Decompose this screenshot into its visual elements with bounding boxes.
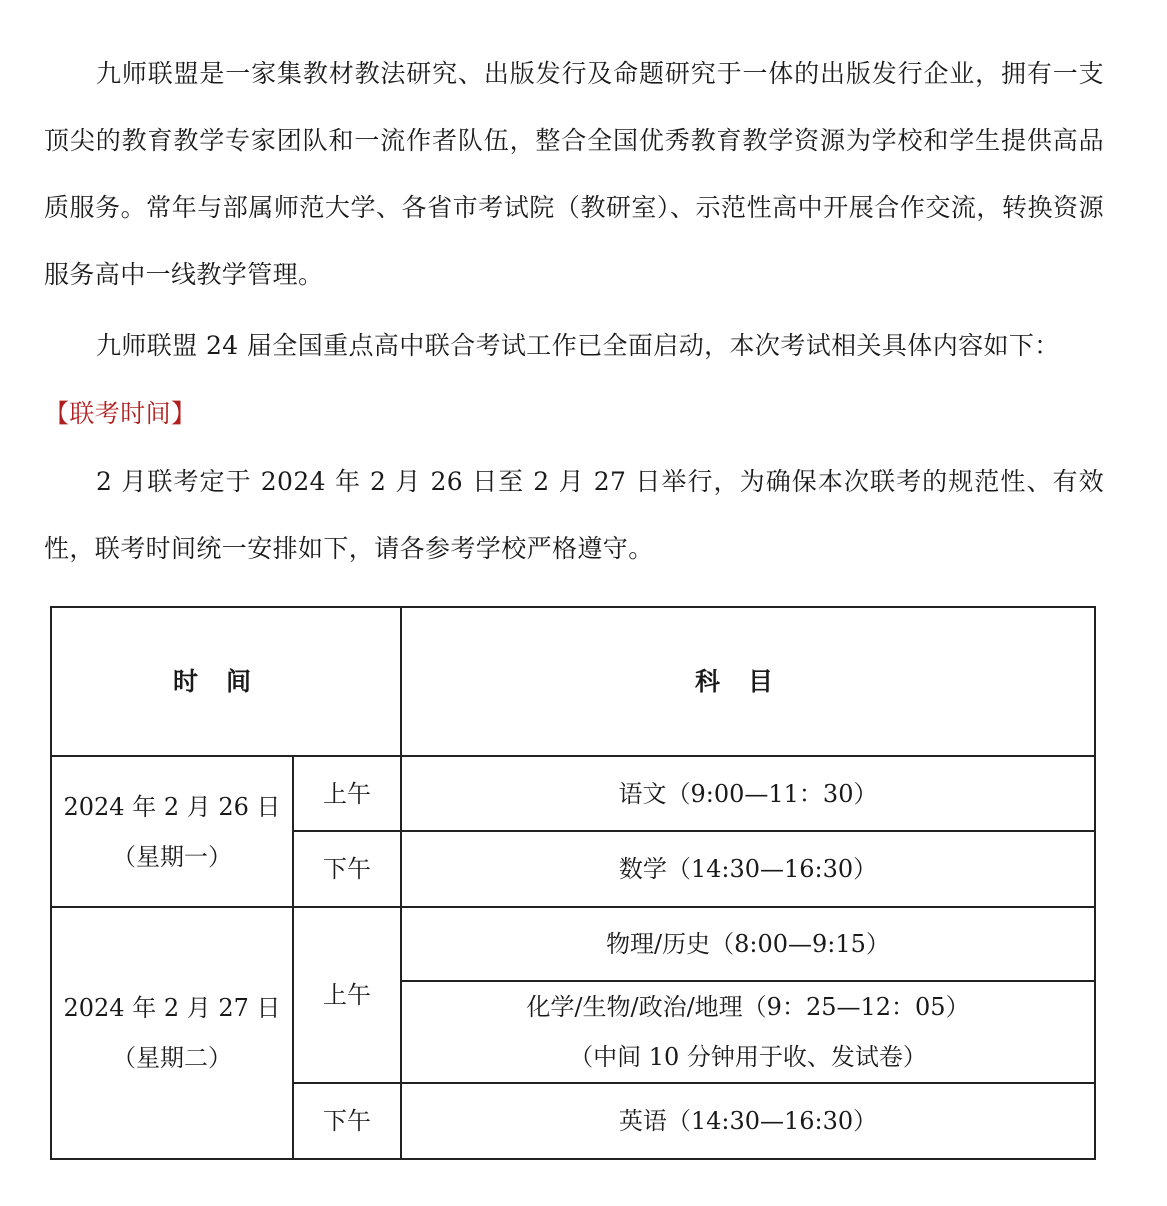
day1-pm-label: 下午 — [323, 855, 371, 883]
day1-am-subject: 语文（9:00—11：30） — [618, 779, 878, 808]
day2-date-cell — [52, 908, 292, 1158]
section-title: 【联考时间】 — [44, 399, 197, 428]
day2-weekday: （星期二） — [112, 1044, 232, 1072]
day2-pm-subject: 英语（14:30—16:30） — [618, 1107, 878, 1135]
header-subject: 科目 — [694, 666, 801, 696]
exam-schedule-table — [50, 606, 1096, 1160]
day1-weekday: （星期一） — [112, 842, 232, 871]
table-border-right — [1094, 606, 1096, 1160]
day1-pm-subject: 数学（14:30—16:30） — [618, 855, 878, 883]
day2-am-subject-2: 化学/生物/政治/地理（9：25—12：05） — [526, 993, 970, 1021]
intro-paragraph-2: 九师联盟 24 届全国重点高中联合考试工作已全面启动，本次考试相关具体内容如下： — [96, 331, 1060, 360]
day2-date: 2024 年 2 月 27 日 — [63, 994, 281, 1022]
day1-date-cell — [52, 757, 292, 906]
table-border-bottom — [50, 1158, 1096, 1160]
day2-pm-label: 下午 — [323, 1107, 371, 1135]
day1-am-label: 上午 — [323, 779, 371, 808]
header-time: 时间 — [172, 666, 279, 696]
section-paragraph: 2 月联考定于 2024 年 2 月 26 日至 2 月 27 日举行，为确保本次联考的规范性、有效性，联考时间统一安排如下，请各参考学校严格遵守。 — [44, 467, 1104, 563]
day1-date: 2024 年 2 月 26 日 — [63, 792, 281, 821]
intro-paragraph-1: 九师联盟是一家集教材教法研究、出版发行及命题研究于一体的出版发行企业，拥有一支顶尖的教育教学专家团队和一流作者队伍，整合全国优秀教育教学资源为学校和学生提供高品质服务。常年与部属师范大学、各省市考试院（教研室）、示范性高中开展合作交流，转换资源服务高中一线教学管理。 — [44, 59, 1104, 289]
day2-am-subject-2-cell — [402, 982, 1094, 1082]
day2-am-label: 上午 — [323, 981, 371, 1009]
day2-am-subject-2-note: （中间 10 分钟用于收、发试卷） — [569, 1043, 927, 1071]
day2-am-subject-1: 物理/历史（8:00—9:15） — [606, 930, 890, 958]
